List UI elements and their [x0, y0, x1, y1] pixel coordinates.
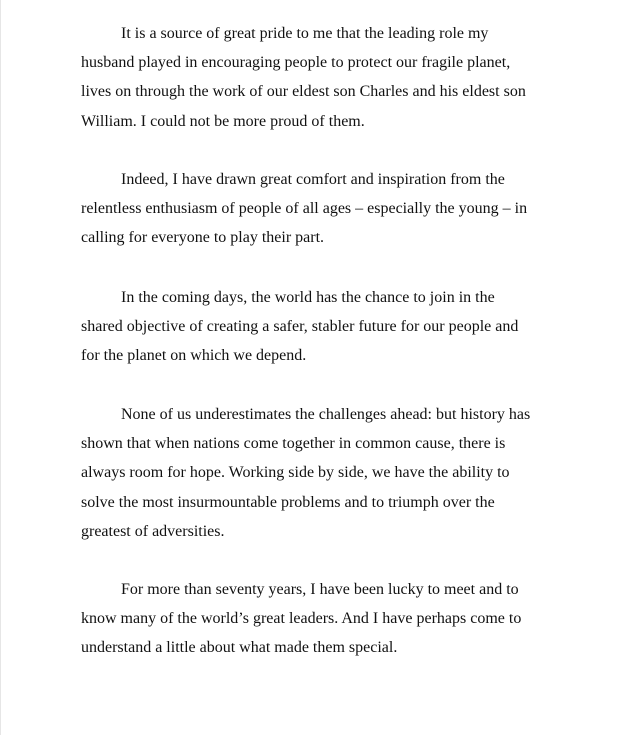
- paragraph-line: for the planet on which we depend.: [81, 347, 307, 365]
- paragraph-line: know many of the world’s great leaders. And I have perhaps come to: [81, 610, 522, 628]
- paragraph-1: [81, 19, 581, 136]
- paragraph-line: understand a little about what made them special.: [81, 639, 398, 657]
- paragraph-line: In the coming days, the world has the chance to join in the: [121, 289, 495, 306]
- paragraph-line: greatest of adversities.: [81, 522, 225, 540]
- paragraph-line: husband played in encouraging people to protect our fragile planet,: [81, 54, 511, 72]
- paragraph-line: lives on through the work of our eldest son Charles and his eldest son: [81, 83, 526, 101]
- paragraph-line: It is a source of great pride to me that the leading role my: [121, 25, 489, 42]
- paragraph-2: [81, 165, 581, 253]
- paragraph-line: shared objective of creating a safer, stabler future for our people and: [81, 318, 519, 336]
- paragraph-line: Indeed, I have drawn great comfort and inspiration from the: [121, 171, 505, 188]
- paragraph-5: [81, 575, 581, 663]
- paragraph-line: William. I could not be more proud of them.: [81, 112, 365, 130]
- paragraph-line: None of us underestimates the challenges ahead: but history has: [121, 406, 531, 423]
- paragraph-3: [81, 283, 581, 371]
- paragraph-line: calling for everyone to play their part.: [81, 229, 325, 247]
- paragraph-4: [81, 400, 581, 546]
- paragraph-line: always room for hope. Working side by side, we have the ability to: [81, 464, 510, 482]
- paragraph-line: solve the most insurmountable problems and to triumph over the: [81, 493, 495, 511]
- paragraph-line: shown that when nations come together in common cause, there is: [81, 435, 506, 453]
- paragraph-line: relentless enthusiasm of people of all ages – especially the young – in: [81, 200, 528, 218]
- paragraph-line: For more than seventy years, I have been lucky to meet and to: [121, 581, 519, 598]
